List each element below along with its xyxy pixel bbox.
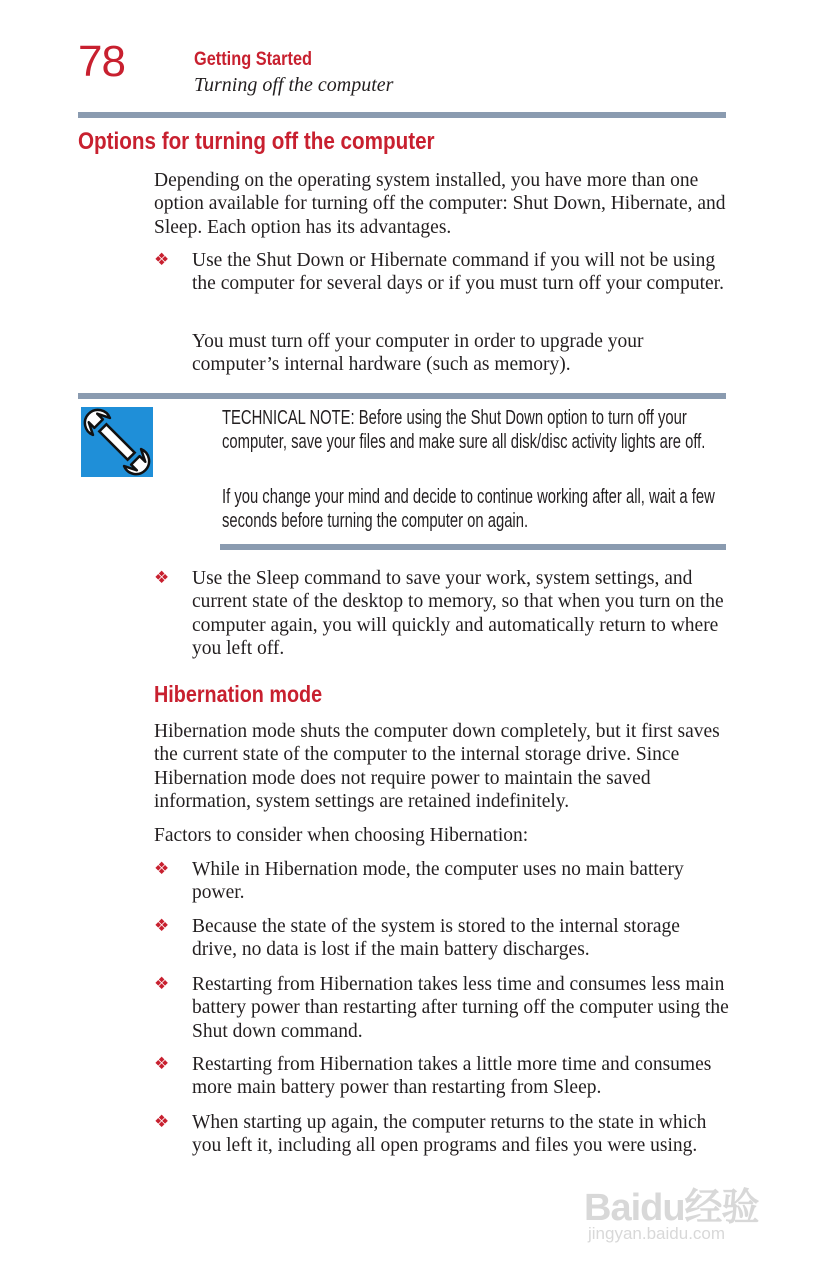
list-item bbox=[154, 567, 729, 660]
list-item-text: Restarting from Hibernation takes a little more time and consumes more main battery power than restarting from Sleep. bbox=[192, 1054, 712, 1099]
bullet-icon: ❖ bbox=[154, 974, 170, 994]
watermark bbox=[584, 1162, 774, 1252]
wrench-icon bbox=[81, 407, 153, 477]
section-title: Turning off the computer bbox=[194, 74, 394, 96]
list-item bbox=[154, 973, 729, 1043]
bullet-icon: ❖ bbox=[154, 859, 170, 879]
list-item-text: Use the Shut Down or Hibernate command if you will not be using the computer for several days or if you must turn off your computer. bbox=[192, 250, 724, 295]
list-item-text: Restarting from Hibernation takes less time and consumes less main battery power than restarting after turning off the computer using the Shut down command. bbox=[192, 974, 729, 1042]
main-heading: Options for turning off the computer bbox=[78, 128, 435, 155]
intro-paragraph: Depending on the operating system installed, you have more than one option available for turning off the computer: Shut Down, Hibernate, and Sleep. Each option has its advantages. bbox=[154, 170, 726, 238]
list-item bbox=[154, 1053, 729, 1100]
technical-note-paragraph-2: If you change your mind and decide to continue working after all, wait a few seconds before turning the computer on again. bbox=[222, 486, 715, 532]
list-item bbox=[154, 915, 729, 962]
chapter-title: Getting Started bbox=[194, 49, 313, 70]
list-item-text: Because the state of the system is stored to the internal storage drive, no data is lost if the main battery discharges. bbox=[192, 916, 680, 961]
list-item bbox=[154, 858, 729, 905]
upgrade-paragraph: You must turn off your computer in order to upgrade your computer’s internal hardware (such as memory). bbox=[192, 331, 644, 376]
watermark-logo: Baidu经验 bbox=[584, 1187, 759, 1229]
bullet-icon: ❖ bbox=[154, 568, 170, 588]
list-item bbox=[154, 1111, 729, 1158]
factors-intro: Factors to consider when choosing Hibernation: bbox=[154, 825, 529, 846]
list-item-text: While in Hibernation mode, the computer uses no main battery power. bbox=[192, 859, 684, 904]
note-top-rule bbox=[78, 393, 726, 399]
header-rule bbox=[78, 112, 726, 118]
list-item bbox=[154, 249, 729, 296]
bullet-icon: ❖ bbox=[154, 916, 170, 936]
bullet-icon: ❖ bbox=[154, 1112, 170, 1132]
hibernation-paragraph: Hibernation mode shuts the computer down completely, but it first saves the current state of the computer to the internal storage drive. Since Hibernation mode does not require power to maintain the saved information, system settings are retained indefinitely. bbox=[154, 721, 720, 812]
bullet-icon: ❖ bbox=[154, 250, 170, 270]
running-head bbox=[194, 48, 393, 98]
hibernation-heading: Hibernation mode bbox=[154, 681, 323, 707]
note-bottom-rule bbox=[220, 544, 726, 550]
technical-note-paragraph: TECHNICAL NOTE: Before using the Shut Down option to turn off your computer, save your files and make sure all disk/disc activity lights are off. bbox=[222, 407, 706, 453]
list-item-text: Use the Sleep command to save your work, system settings, and current state of the desktop to memory, so that when you turn on the computer again, you will quickly and automatically return to where you left off. bbox=[192, 568, 724, 659]
watermark-url: jingyan.baidu.com bbox=[588, 1224, 726, 1243]
page-number: 78 bbox=[78, 37, 125, 86]
bullet-icon: ❖ bbox=[154, 1054, 170, 1074]
list-item-text: When starting up again, the computer returns to the state in which you left it, including all open programs and files you were using. bbox=[192, 1112, 707, 1157]
